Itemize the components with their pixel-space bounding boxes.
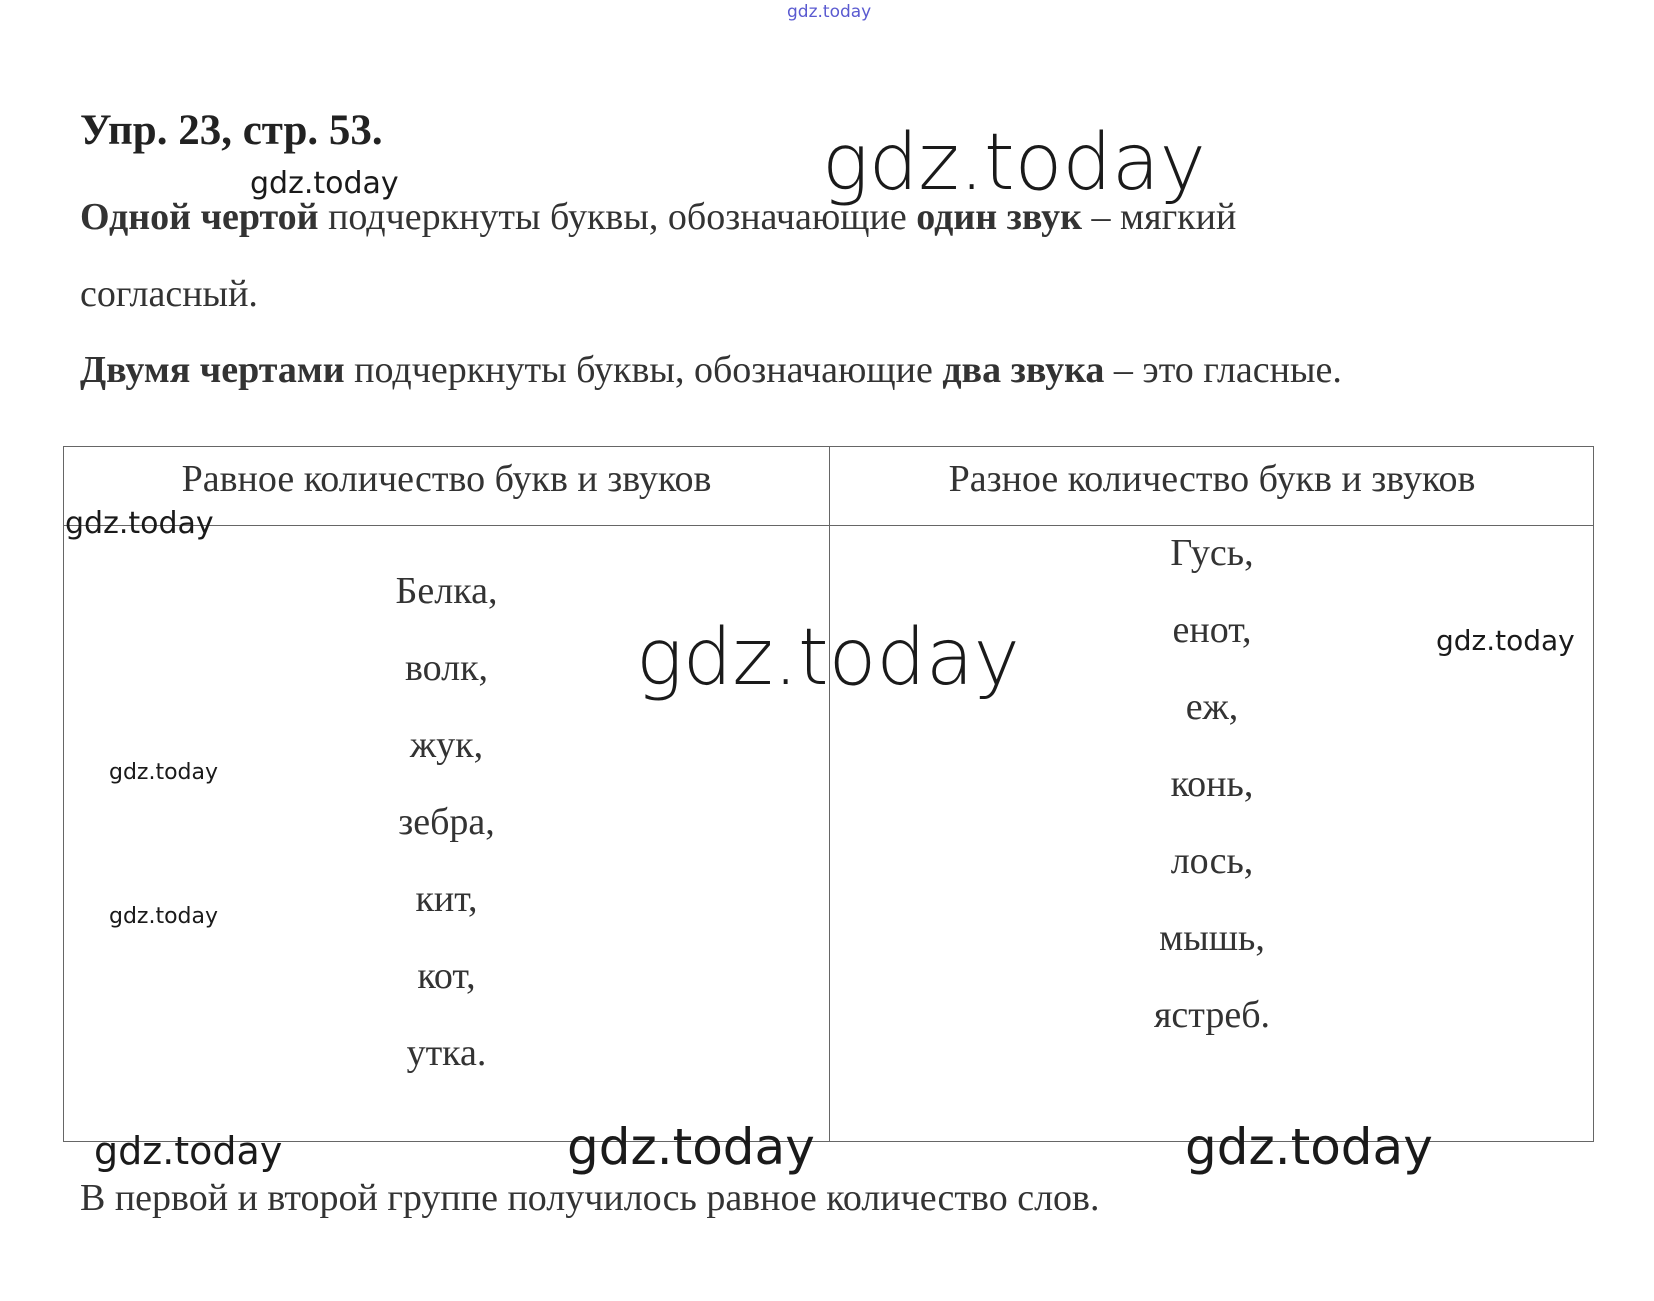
right-word: еж, (1185, 686, 1239, 728)
watermark: gdz.today (1185, 1118, 1433, 1176)
words-table (63, 446, 1594, 1142)
watermark: gdz.today (109, 904, 219, 929)
left-word: жук, (409, 724, 484, 766)
exercise-title: Упр. 23, стр. 53. (80, 107, 383, 154)
watermark: gdz.today (567, 1118, 815, 1176)
table-header-different: Разное количество букв и звуков (948, 458, 1476, 500)
right-word: конь, (1170, 763, 1254, 805)
watermark: gdz.today (65, 506, 214, 541)
watermark: gdz.today (94, 1129, 283, 1173)
watermark: gdz.today (250, 166, 399, 201)
watermark: gdz.today (822, 118, 1206, 208)
paragraph-one-bold-1: Одной чертой (80, 196, 319, 238)
paragraph-two-text-2: – это гласные. (1104, 349, 1342, 391)
table-header-divider (64, 525, 1593, 526)
right-word: лось, (1170, 840, 1254, 882)
left-word: утка. (406, 1032, 487, 1074)
right-word: енот, (1172, 609, 1252, 651)
paragraph-one-text-1: подчеркнуты буквы, обозначающие (318, 196, 917, 238)
paragraph-two-text-1: подчеркнуты буквы, обозначающие (344, 349, 943, 391)
top-watermark: gdz.today (787, 2, 872, 22)
right-word: ястреб. (1153, 994, 1271, 1036)
watermark: gdz.today (109, 760, 219, 785)
right-word: Гусь, (1170, 532, 1254, 574)
right-word: мышь, (1159, 917, 1265, 959)
paragraph-two-bold-1: Двумя чертами (80, 349, 345, 391)
paragraph-two-sounds (80, 348, 1342, 392)
watermark: gdz.today (636, 613, 1020, 703)
paragraph-one-line-2: согласный. (80, 273, 258, 315)
left-word: волк, (404, 647, 489, 689)
paragraph-one-bold-2: один звук (916, 196, 1083, 238)
watermark: gdz.today (1436, 624, 1575, 657)
left-word: кит, (415, 878, 478, 920)
table-header-equal: Равное количество букв и звуков (181, 458, 712, 500)
left-word: зебра, (398, 801, 495, 843)
left-word: Белка, (395, 570, 498, 612)
left-word: кот, (417, 955, 476, 997)
paragraph-two-bold-2: два звука (942, 349, 1105, 391)
paragraph-one-text-2: – мягкий (1082, 196, 1237, 238)
conclusion-text: В первой и второй группе получилось равное количество слов. (80, 1177, 1100, 1219)
